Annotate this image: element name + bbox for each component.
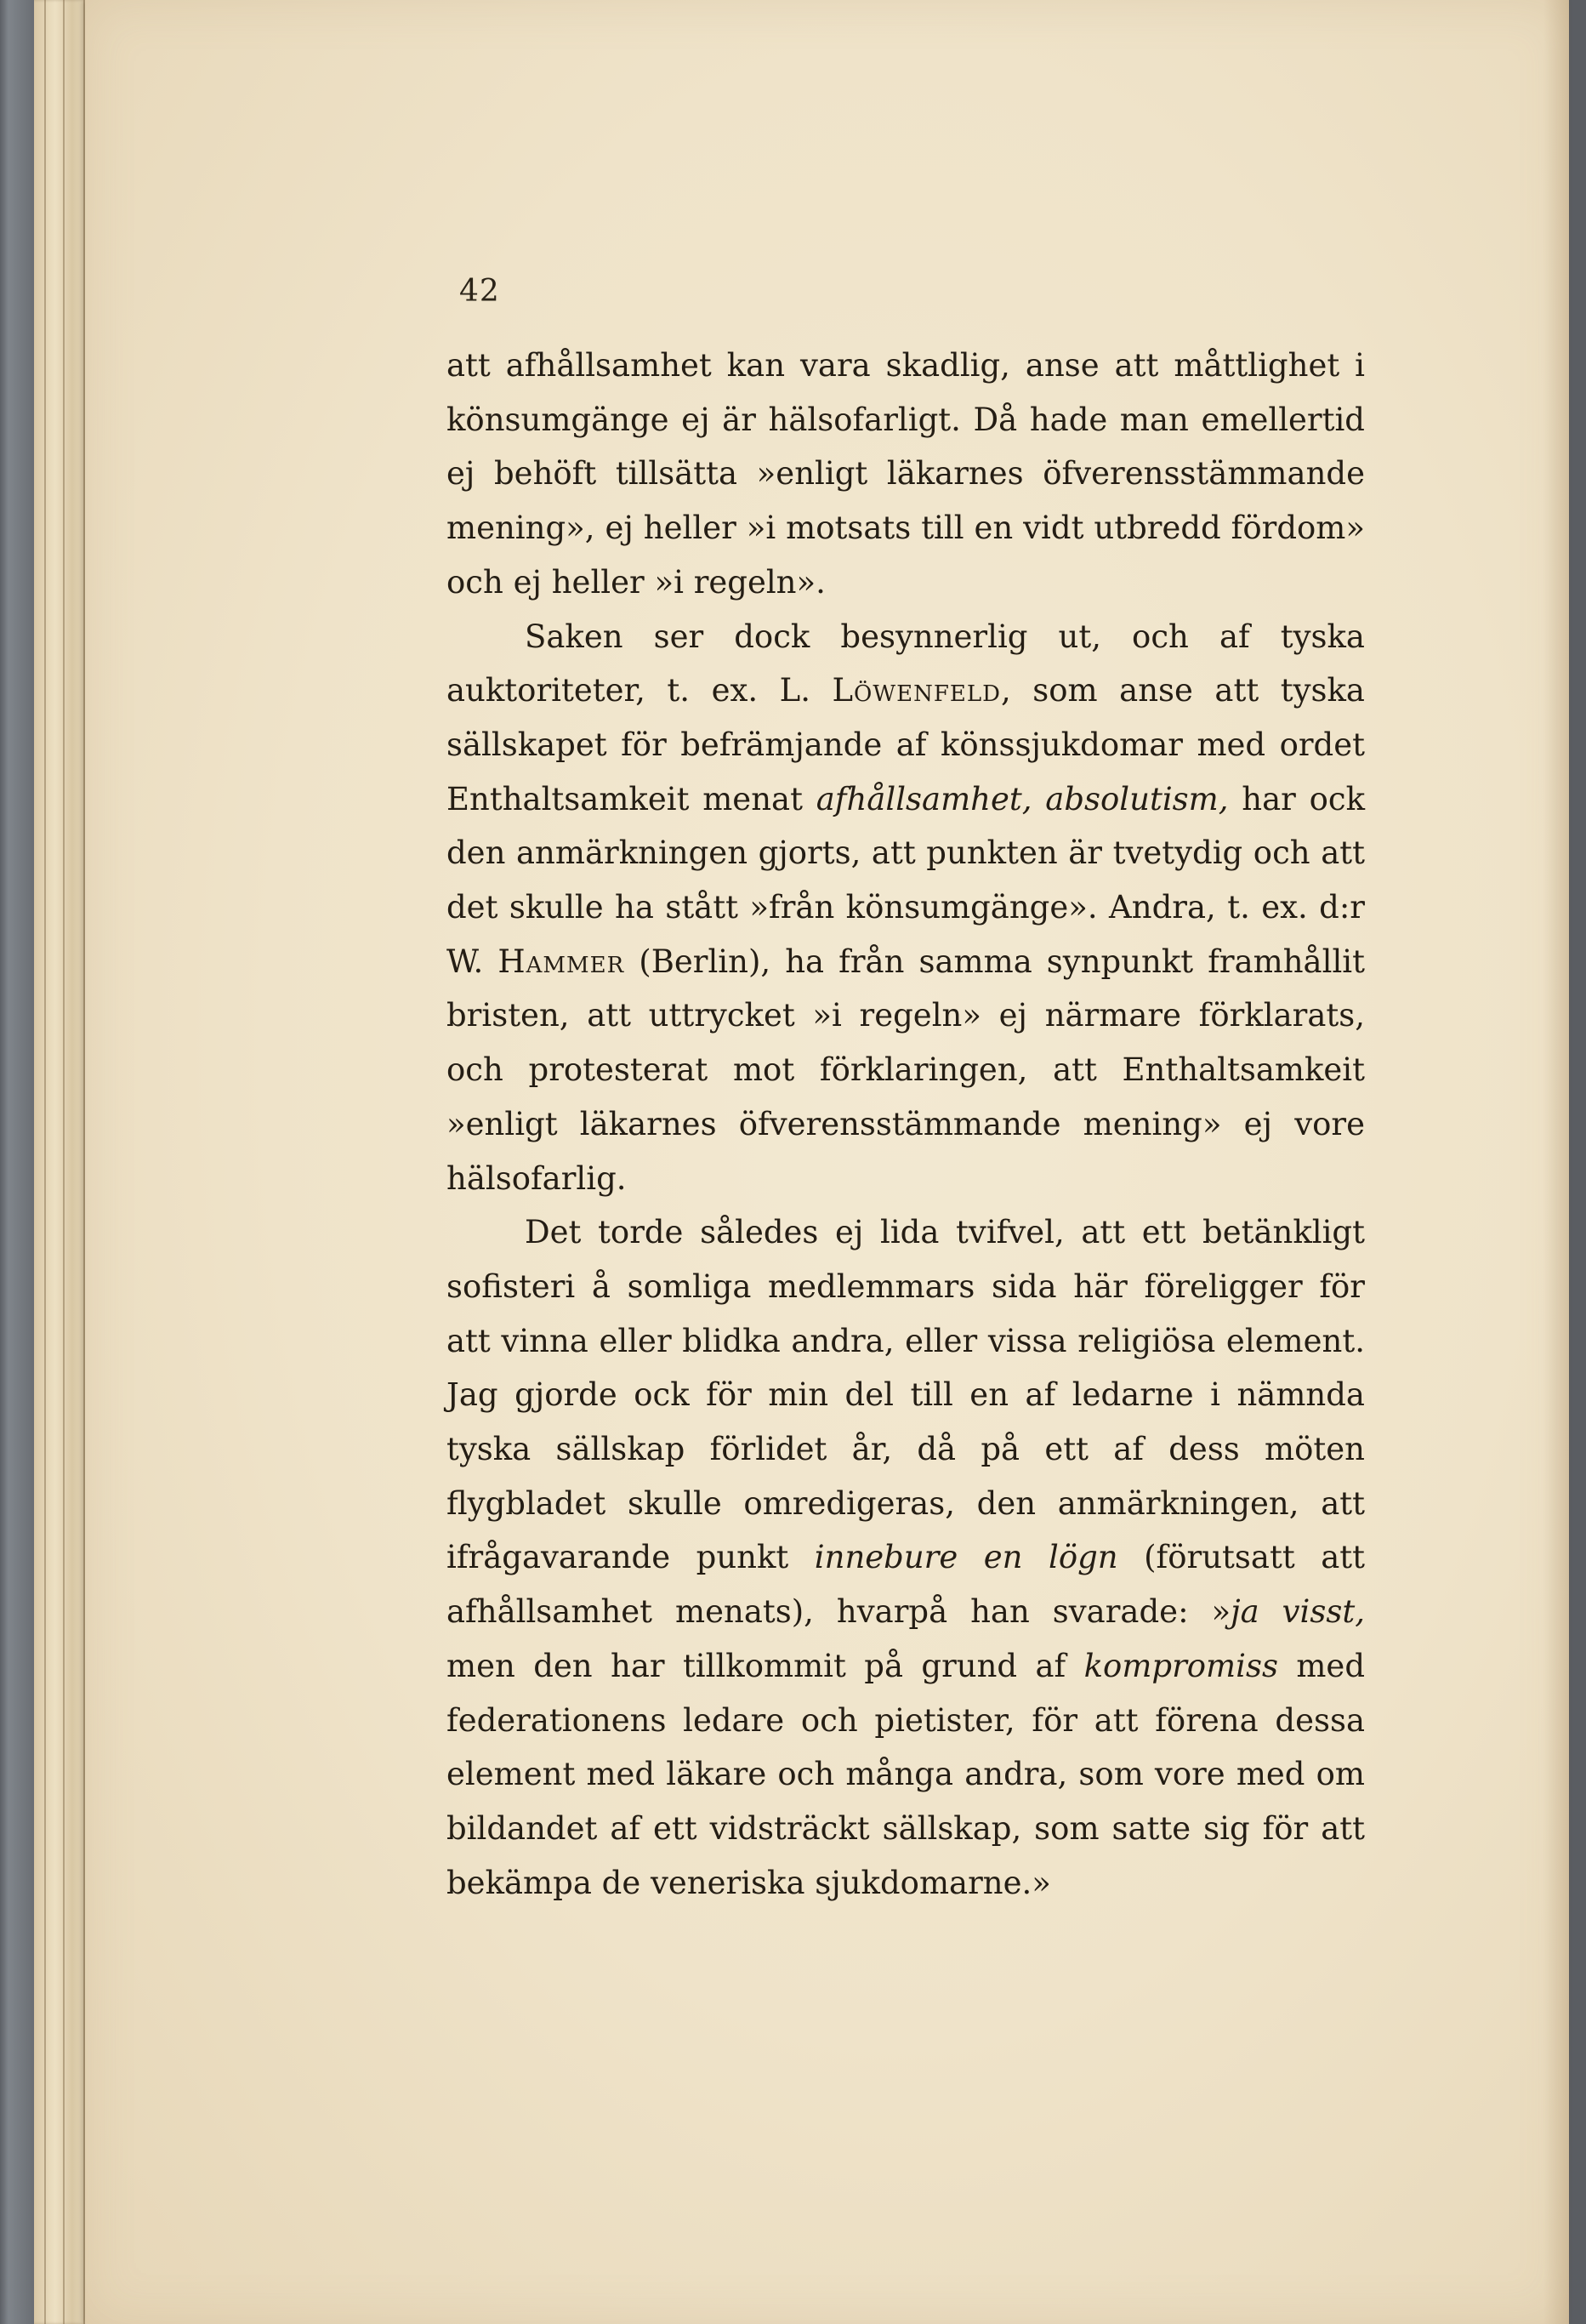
italic-text: innebure en lögn: [814, 1539, 1118, 1576]
body-text: [446, 339, 1365, 1910]
paragraph: [446, 610, 1365, 1206]
italic-text: ja visst,: [1231, 1593, 1365, 1631]
small-caps-name: Löwenfeld: [832, 672, 1001, 709]
text-run: Saken ser dock besynnerlig ut, och af tyska auktoriteter, t. ex. L.: [446, 618, 1365, 709]
text-run: Det torde således ej lida tvifvel, att ett betänkligt sofisteri å somliga medlemmars sida här föreligger för att vinna eller blidka andra, eller vissa religiösa element. Jag gjorde ock för min del till en af ledarne i nämnda tyska sällskap förlidet år, då på ett af dess möten flygbladet skulle omredigeras, den anmärkningen, att ifrågavarande punkt: [446, 1214, 1365, 1576]
text-run: att afhållsamhet kan vara skadlig, anse att måttlighet i könsumgänge ej är hälsofarligt. Då hade man emellertid ej behöft tillsätta »enligt läkarnes öfverensstämmande mening», ej heller »i motsats till en vidt utbredd fördom» och ej heller »i regeln».: [446, 347, 1365, 601]
page-right-edge: [1543, 0, 1569, 2324]
text-run: men den har tillkommit på grund af: [446, 1647, 1084, 1684]
small-caps-name: Hammer: [497, 943, 625, 980]
text-run: med federationens ledare och pietister, för att förena dessa element med läkare och många andra, som vore med om bildandet af ett vidsträckt sällskap, som satte sig för att bekämpa de veneriska sjukdomarne.»: [446, 1647, 1365, 1901]
italic-text: afhållsamhet, absolutism,: [816, 780, 1229, 817]
text-run: har ock den anmärkningen gjorts, att punkten är tvetydig och att det skulle ha stått »från könsumgänge». Andra, t. ex. d:r W.: [446, 780, 1365, 980]
page-edge-line: [63, 0, 65, 2324]
italic-text: kompromiss: [1083, 1647, 1278, 1684]
text-run: (förutsatt att afhållsamhet menats), hvarpå han svarade: »: [446, 1539, 1365, 1631]
text-run: (Berlin), ha från samma synpunkt framhållit bristen, att uttrycket »i regeln» ej närmare förklarats, och protesterat mot förklaringen, att Enthaltsamkeit »enligt läkarnes öfverensstämmande mening» ej vore hälsofarlig.: [446, 943, 1365, 1197]
page-edge-line: [44, 0, 46, 2324]
paragraph: [446, 339, 1365, 610]
paragraph: [446, 1205, 1365, 1910]
page-number: 42: [459, 274, 500, 309]
text-run: , som anse att tyska sällskapet för befrämjande af könssjukdomar med ordet Enthaltsamkeit menat: [446, 672, 1365, 817]
